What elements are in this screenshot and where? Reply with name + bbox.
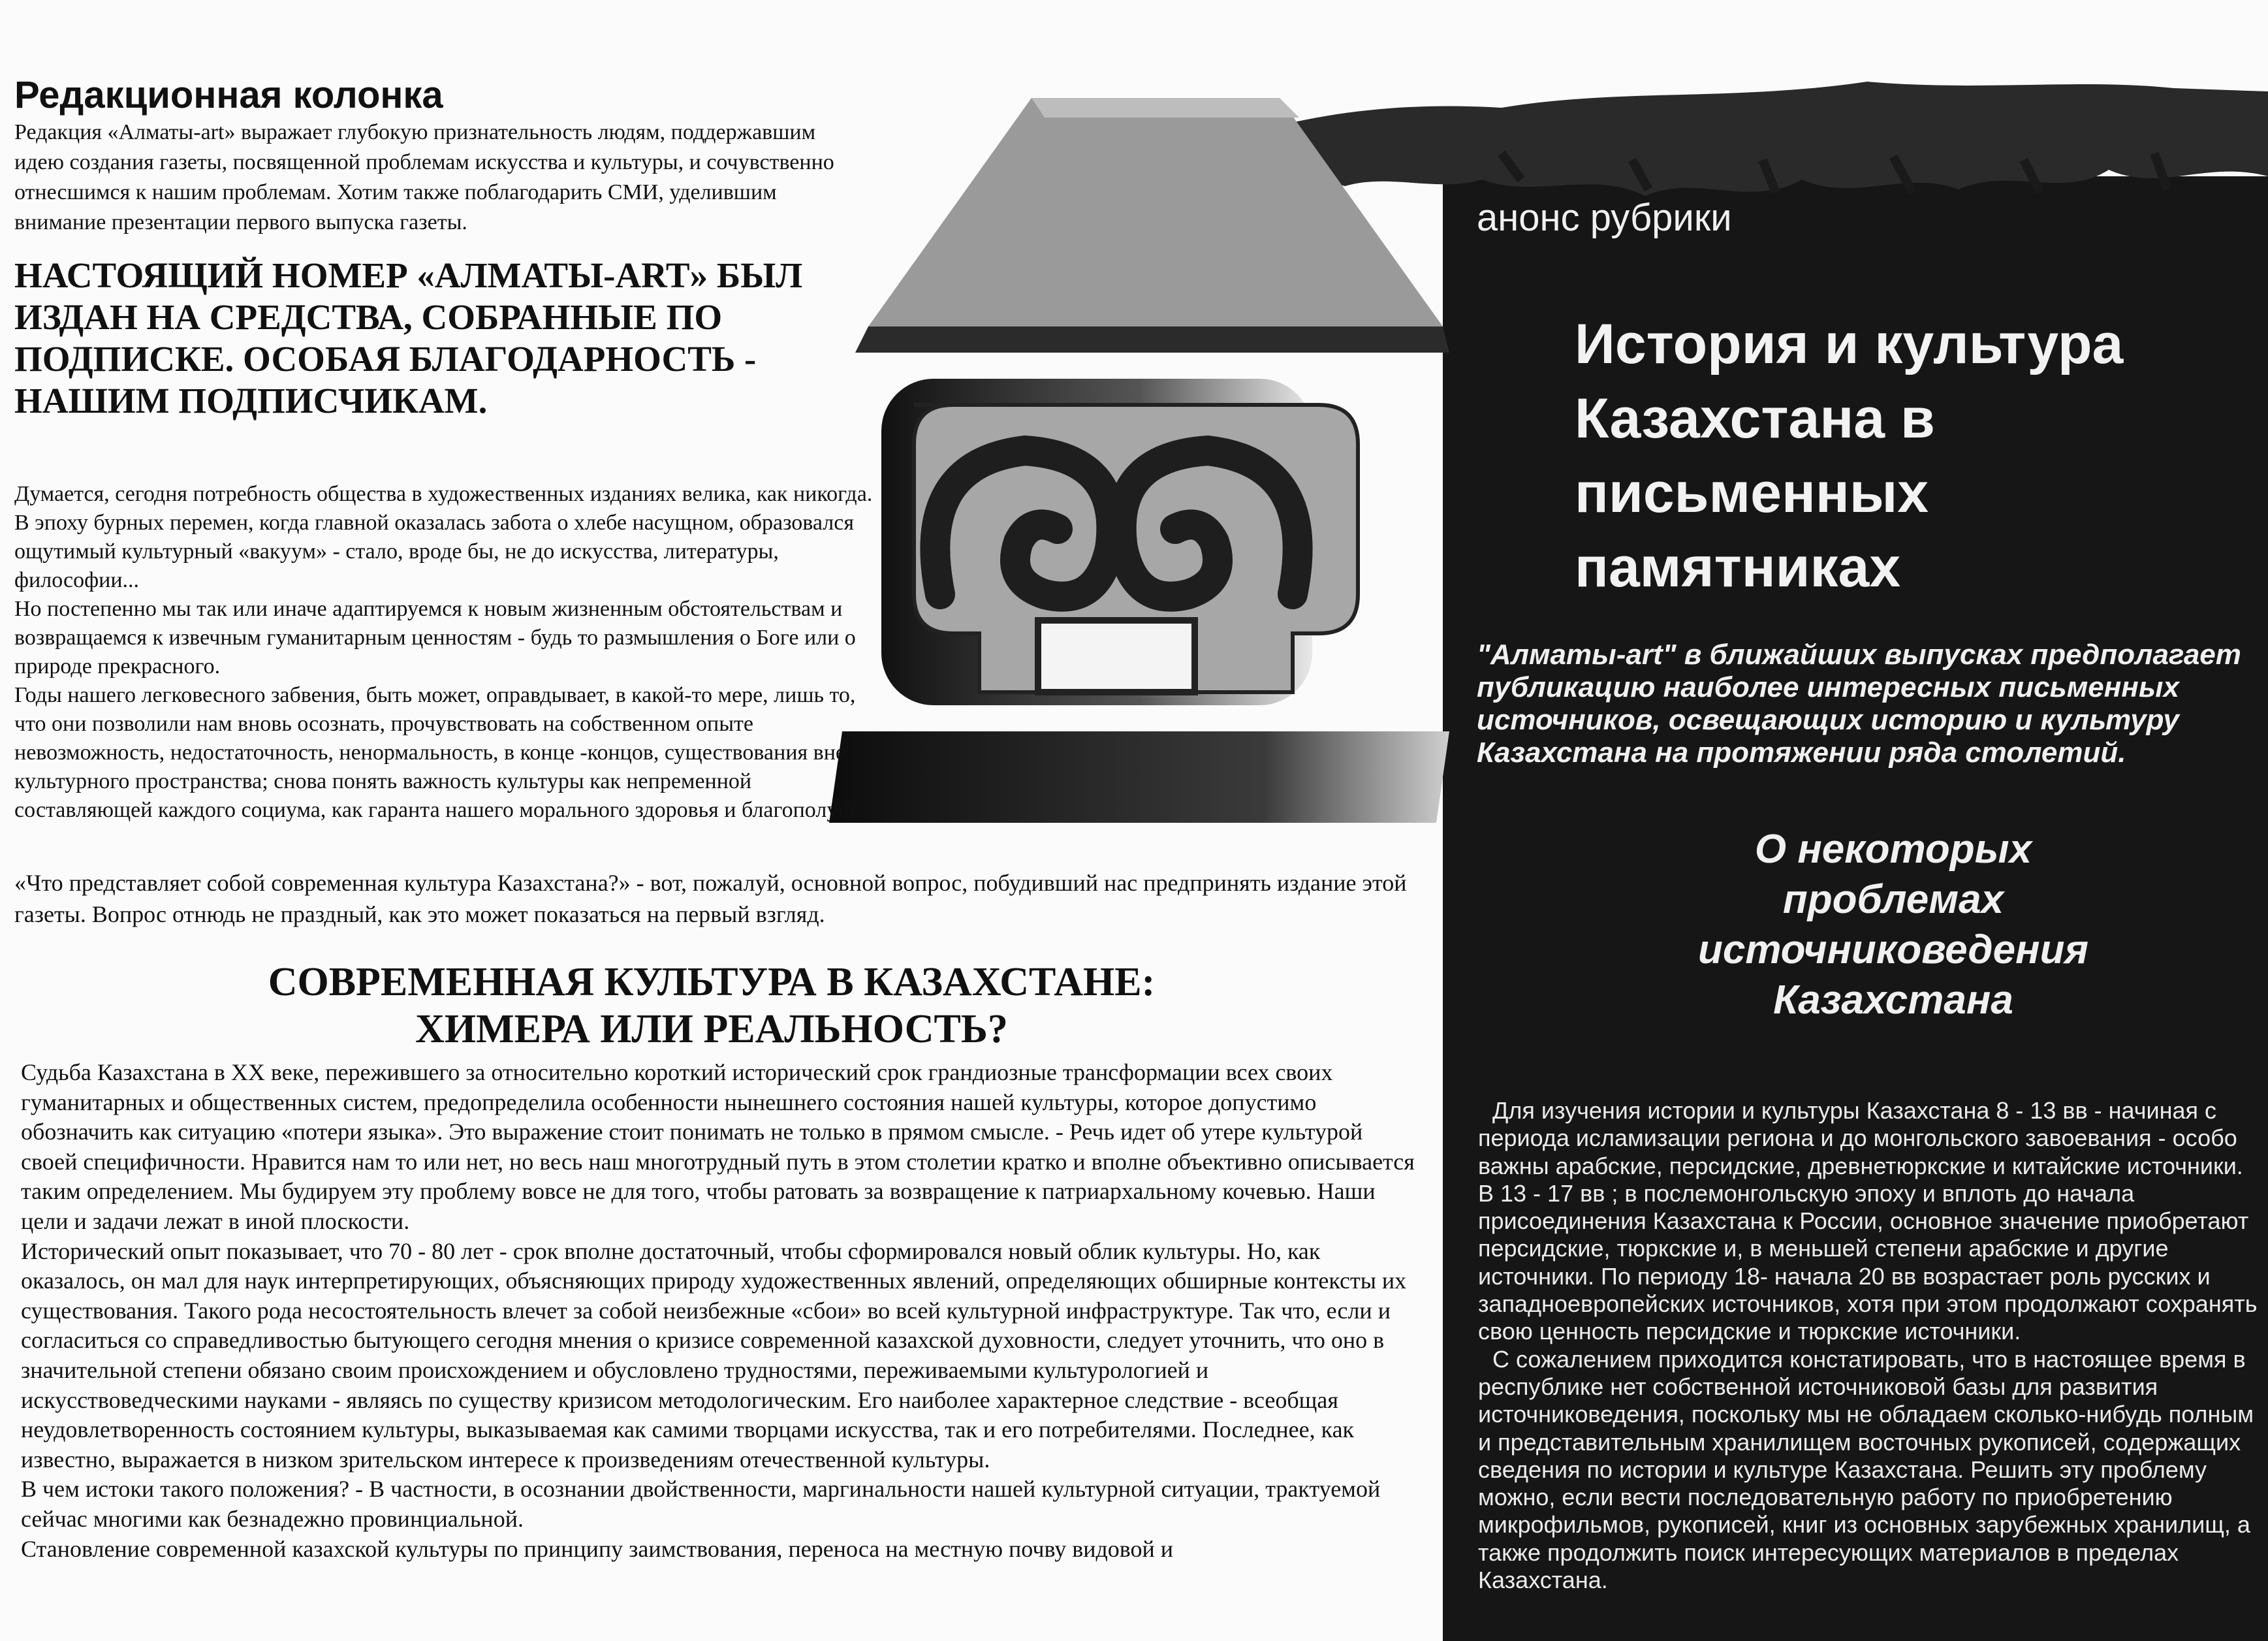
announcement-subtitle-line: О некоторых: [1754, 827, 2032, 872]
announcement-intro: "Алматы-art" в ближайших выпусках предполагает публикацию наиболее интересных письменных источников, освещающих историю и культуру Казахстана на протяжении ряда столетий.: [1477, 639, 2241, 769]
article-title-line: СОВРЕМЕННАЯ КУЛЬТУРА В КАЗАХСТАНЕ:: [268, 960, 1156, 1004]
announcement-subtitle-line: Казахстана: [1773, 978, 2013, 1023]
announcement-title-line: История и культура: [1575, 313, 2124, 375]
announcement-title-line: Казахстана в: [1575, 387, 1935, 450]
editorial-paragraph: Годы нашего легковесного забвения, быть может, оправдывает, в какой-то мере, лишь то, что они позволили нам вновь осознать, прочувствовать на собственном опыте невозможность, недостаточность, ненормальность, в конце -концов, существования вне культурного пространства; снова понять важность культуры как непременной составляющей каждого социума, как гаранта нашего морального здоровья и благополучия.: [14, 683, 877, 822]
article-paragraph: Судьба Казахстана в ХХ веке, пережившего за относительно короткий исторический срок грандиозные трансформации всех своих гуманитарных и общественных систем, предопределила особенности нынешнего состояния нашей культуры, которое допустимо обозначить как ситуацию «потери языка». Это выражение стоит понимать не только в прямом смысле. - Речь идет об утере культурой своей специфичности. Нравится нам то или нет, но весь наш многотрудный путь в этом столетии кратко и вполне объективно описывается таким определением. Мы будируем эту проблему вовсе не для того, чтобы ратовать за возвращение к патриархальному кочевью. Наши цели и задачи лежат в иной плоскости.: [21, 1059, 1415, 1234]
announcement-paragraph: Для изучения истории и культуры Казахстана 8 - 13 вв - начиная с периода исламизации региона и до монгольского завоевания - особо важны арабские, персидские, древнетюркские и китайские источники. В 13 - 17 вв ; в послемонгольскую эпоху и вплоть до начала присоединения Казахстана к России, основное значение приобретают персидские, тюркские и, в меньшей степени арабские и другие источники. По периоду 18- начала 20 вв возрастает роль русских и западноевропейских источников, хотя при этом продолжают сохранять свою ценность персидские и тюркские источники.: [1478, 1097, 2258, 1345]
article-paragraph: Становление современной казахской культуры по принципу заимствования, переноса на местную почву видовой и: [21, 1535, 1174, 1562]
announcement-subtitle: [1534, 824, 2252, 1025]
announcement-title-line: письменных: [1575, 462, 1929, 524]
editorial-paragraph: Но постепенно мы так или иначе адаптируемся к новым жизненным обстоятельствам и возвращаемся к извечным гуманитарным ценностям - будь то размышления о Боге или о природе прекрасного.: [14, 597, 856, 678]
editorial-body: [14, 480, 883, 825]
subscription-notice: НАСТОЯЩИЙ НОМЕР «АЛМАТЫ-ART» БЫЛ ИЗДАН НА СРЕДСТВА, СОБРАННЫЕ ПО ПОДПИСКЕ. ОСОБАЯ БЛАГОДАРНОСТЬ - НАШИМ ПОДПИСЧИКАМ.: [14, 255, 803, 421]
announcement-body: [1478, 1097, 2258, 1594]
rubric-label: анонс рубрики: [1477, 197, 1732, 239]
house-ornament-logo: [829, 72, 1456, 855]
announcement-title: [1575, 307, 2254, 605]
article-title-line: ХИМЕРА ИЛИ РЕАЛЬНОСТЬ?: [415, 1007, 1008, 1051]
editorial-paragraph: Думается, сегодня потребность общества в художественных изданиях велика, как никогда. В эпоху бурных перемен, когда главной оказалась забота о хлебе насущном, образовался ощутимый культурный «вакуум» - стало, вроде бы, не до искусства, литературы, философии...: [14, 482, 873, 592]
announcement-subtitle-line: проблемах: [1782, 877, 2004, 922]
announcement-subtitle-line: источниковедения: [1698, 927, 2088, 972]
editorial-question: «Что представляет собой современная культура Казахстана?» - вот, пожалуй, основной вопрос, побудивший нас предпринять издание этой газеты. Вопрос отнюдь не праздный, как это может показаться на первый взгляд.: [14, 870, 1407, 927]
announcement-paragraph: С сожалением приходится констатировать, что в настоящее время в республике нет собственной источниковой базы для развития источниковедения, поскольку мы не обладаем сколько-нибудь полным и представительным хранилищем восточных рукописей, содержащих сведения по истории и культуре Казахстана. Решить эту проблему можно, если вести последовательную работу по приобретению микрофильмов, рукописей, книг из основных зарубежных хранилищ, а также продолжить поиск интересующих материалов в пределах Казахстана.: [1478, 1345, 2254, 1594]
editorial-thanks: Редакция «Алматы-art» выражает глубокую признательность людям, поддержавшим идею создания газеты, посвященной проблемам искусства и культуры, и сочувственно отнесшимся к нашим проблемам. Хотим также поблагодарить СМИ, уделившим внимание презентации первого выпуска газеты.: [14, 120, 834, 234]
article-title: [170, 959, 1253, 1053]
article-paragraph: Исторический опыт показывает, что 70 - 80 лет - срок вполне достаточный, чтобы сформировался новый облик культуры. Но, как оказалось, он мал для наук интерпретирующих, объясняющих природу художественных явлений, определяющих обширные контексты их существования. Такого рода несостоятельность влечет за собой неизбежные «сбои» во всей культурной инфраструктуре. Так что, если и согласиться со справедливостью бытующего сегодня мнения о кризисе современной казахской духовности, следует уточнить, что оно в значительной степени обязано своим происхождением и обусловлено трудностями, переживаемыми культурологией и искусствоведческими науками - являясь по существу кризисом методологическим. Его наиболее характерное следствие - всеобщая неудовлетворенность состоянием культуры, выказываемая как самими творцами искусства, так и его потребителями. Последнее, как известно, выражается в низком зрительском интересе к произведениям отечественной культуры.: [21, 1237, 1407, 1473]
editorial-heading: Редакционная колонка: [14, 74, 443, 116]
announcement-title-line: памятниках: [1575, 536, 1901, 599]
article-paragraph: В чем истоки такого положения? - В частности, в осознании двойственности, маргинальности нашей культурной ситуации, трактуемой сейчас многими как безнадежно провинциальной.: [21, 1476, 1381, 1532]
article-body: [21, 1058, 1425, 1564]
